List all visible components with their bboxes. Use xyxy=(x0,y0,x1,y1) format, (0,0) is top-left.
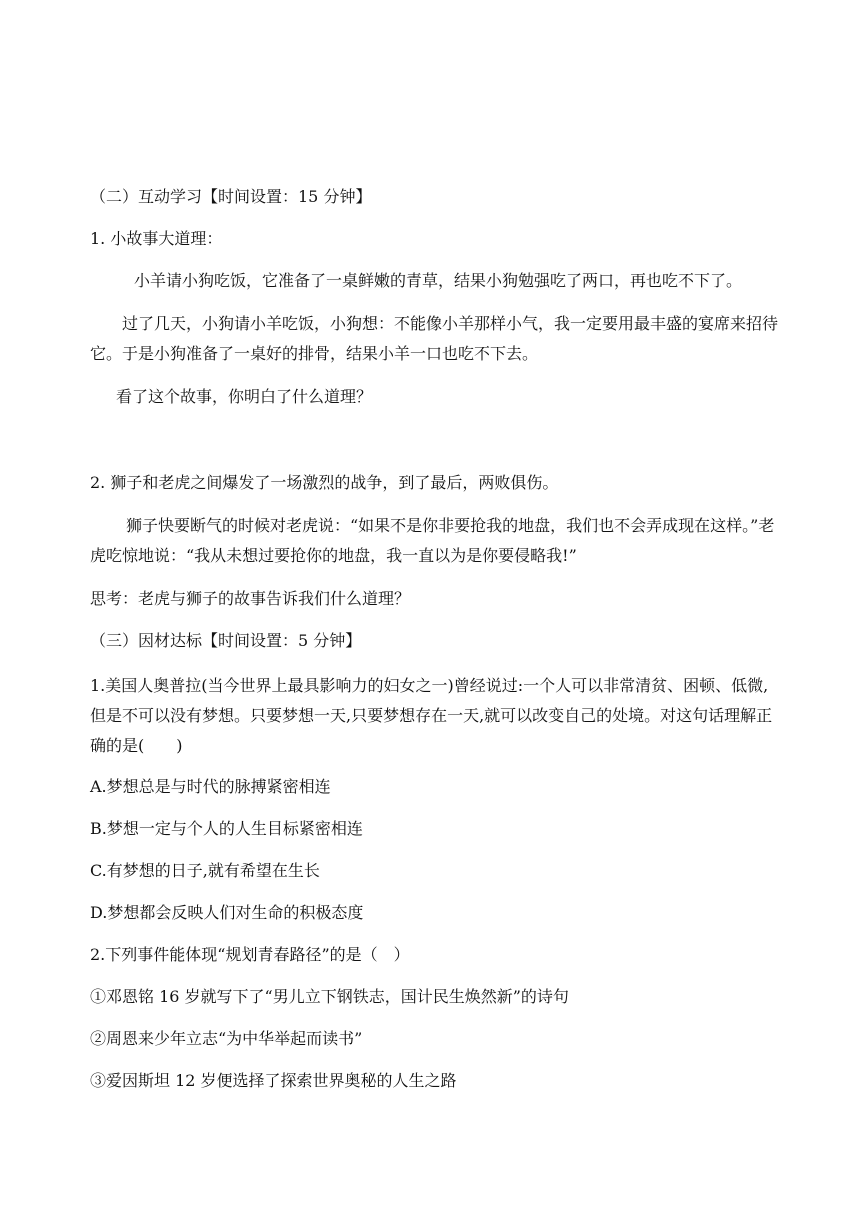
story-1-question: 看了这个故事，你明白了什么道理？ xyxy=(116,387,373,406)
story-2-paragraph: 狮子快要断气的时候对老虎说：“如果不是你非要抢我的地盘，我们也不会弄成现在这样。”老虎吃惊地说：“我从未想过要抢你的地盘，我一直以为是你要侵略我!” xyxy=(90,516,775,565)
question-1-option-d: D.梦想都会反映人们对生命的积极态度 xyxy=(90,903,364,922)
section-heading-interactive-learning: （二）互动学习【时间设置：15 分钟】 xyxy=(90,187,372,206)
item-2-title: 2. 狮子和老虎之间爆发了一场激烈的战争，到了最后，两败俱伤。 xyxy=(90,473,559,492)
question-1-stem: 1.美国人奥普拉(当今世界上最具影响力的妇女之一)曾经说过:一个人可以非常清贫、困顿、低微,但是不可以没有梦想。只要梦想一天,只要梦想存在一天,就可以改变自己的处境。对这句话理解正确的是( ) xyxy=(90,676,773,755)
question-1-option-a: A.梦想总是与时代的脉搏紧密相连 xyxy=(90,777,331,796)
question-1-option-c: C.有梦想的日子,就有希望在生长 xyxy=(90,861,320,880)
story-2-question: 思考：老虎与狮子的故事告诉我们什么道理？ xyxy=(90,589,411,608)
item-1-title: 1. 小故事大道理： xyxy=(90,229,223,248)
question-2-stem: 2.下列事件能体现“规划青春路径”的是（ ） xyxy=(90,945,410,964)
story-1-paragraph-1: 小羊请小狗吃饭，它准备了一桌鲜嫩的青草，结果小狗勉强吃了两口，再也吃不下了。 xyxy=(134,271,743,290)
section-heading-targets: （三）因材达标【时间设置：5 分钟】 xyxy=(90,631,362,650)
question-1-option-b: B.梦想一定与个人的人生目标紧密相连 xyxy=(90,819,363,838)
question-2-item-1: ①邓恩铭 16 岁就写下了“男儿立下钢铁志，国计民生焕然新”的诗句 xyxy=(90,987,569,1006)
question-2-item-2: ②周恩来少年立志“为中华举起而读书” xyxy=(90,1029,363,1048)
question-2-item-3: ③爱因斯坦 12 岁便选择了探索世界奥秘的人生之路 xyxy=(90,1071,457,1090)
story-1-paragraph-2: 过了几天，小狗请小羊吃饭，小狗想：不能像小羊那样小气，我一定要用最丰盛的宴席来招待它。于是小狗准备了一桌好的排骨，结果小羊一口也吃不下去。 xyxy=(90,314,779,363)
